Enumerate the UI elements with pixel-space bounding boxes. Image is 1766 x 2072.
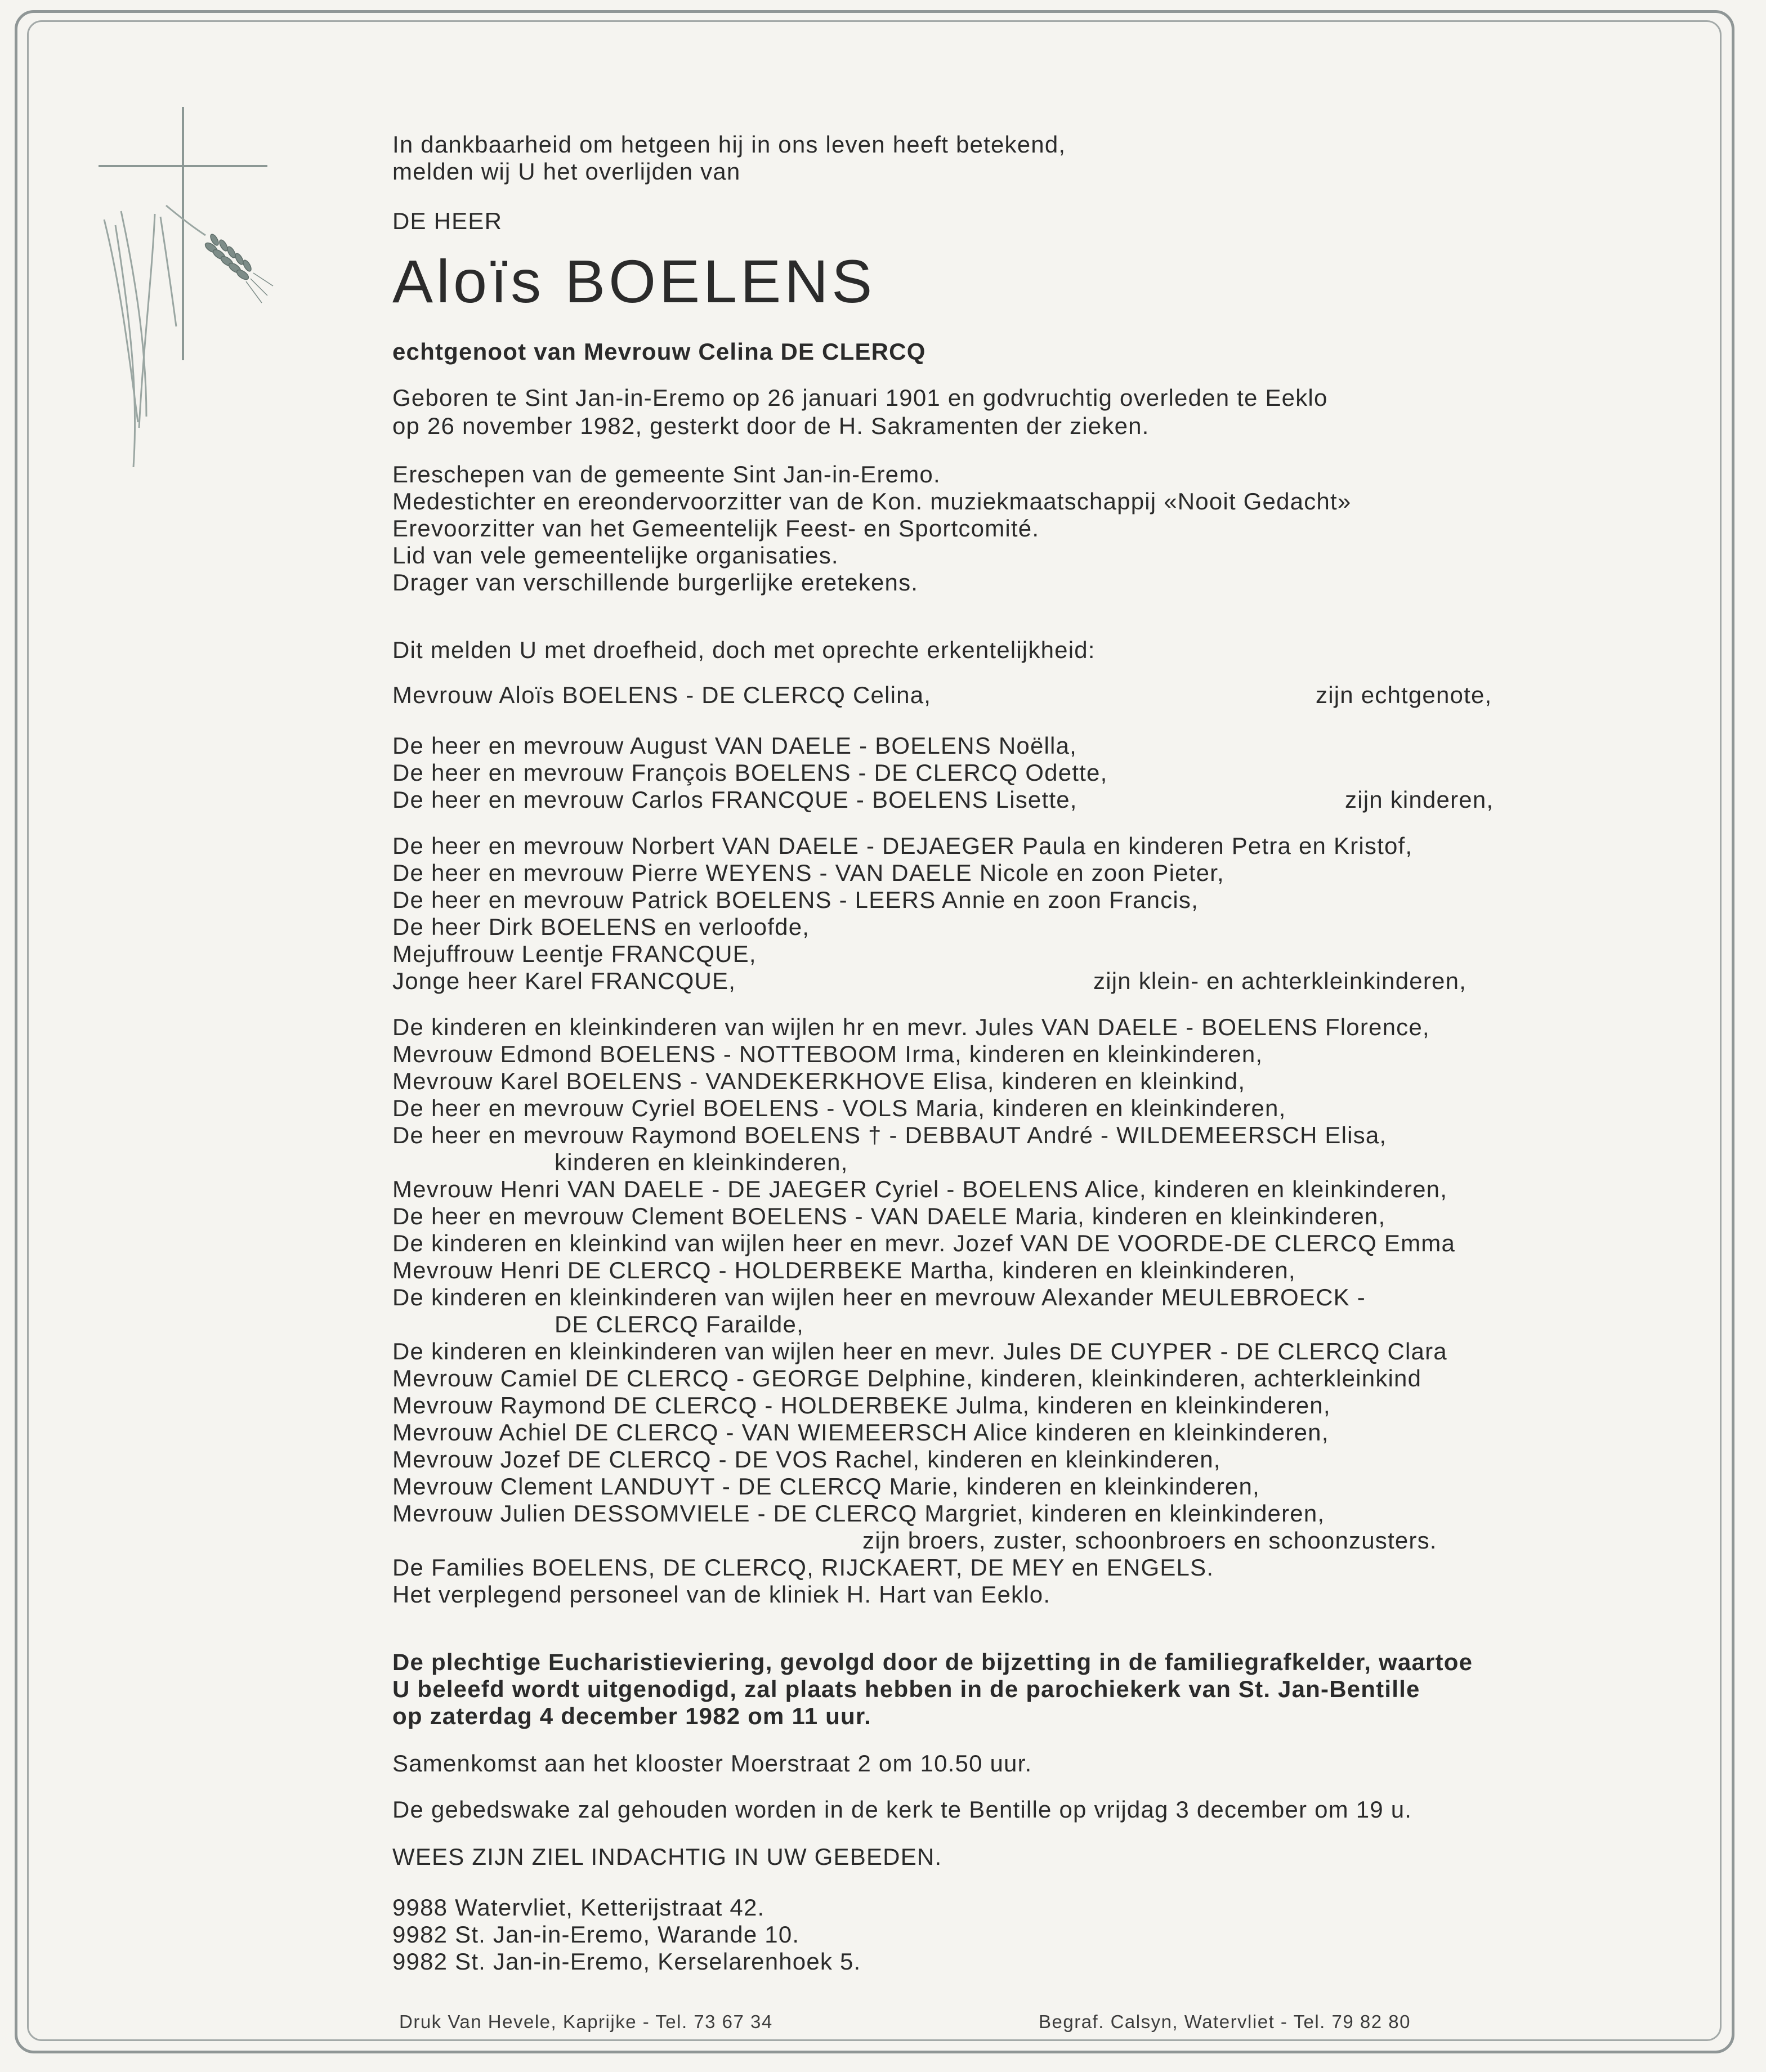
sibling-line: Mevrouw Clement LANDUYT - DE CLERCQ Marie, kinderen en kleinkinderen, [392, 1473, 1260, 1500]
birth-death-line: Geboren te Sint Jan-in-Eremo op 26 januari 1901 en godvruchtig overleden te Eeklo [392, 384, 1328, 411]
address-line: 9982 St. Jan-in-Eremo, Warande 10. [392, 1921, 800, 1948]
nursing-staff-line: Het verplegend personeel van de kliniek H. Hart van Eeklo. [392, 1581, 1051, 1608]
notice-content [392, 0, 1518, 2072]
sibling-line: De kinderen en kleinkind van wijlen heer en mevr. Jozef VAN DE VOORDE-DE CLERCQ Emma [392, 1230, 1456, 1256]
announce-line: Dit melden U met droefheid, doch met oprechte erkentelijkheid: [392, 637, 1096, 663]
grandchild-line: De heer en mevrouw Patrick BOELENS - LEERS Annie en zoon Francis, [392, 887, 1199, 913]
sibling-line: Mevrouw Jozef DE CLERCQ - DE VOS Rachel, kinderen en kleinkinderen, [392, 1446, 1221, 1473]
grandchild-line: De heer en mevrouw Pierre WEYENS - VAN DAELE Nicole en zoon Pieter, [392, 860, 1224, 886]
title-prefix: DE HEER [392, 208, 503, 234]
gathering-line: Samenkomst aan het klooster Moerstraat 2 om 10.50 uur. [392, 1750, 1032, 1776]
sibling-line: kinderen en kleinkinderen, [555, 1149, 848, 1175]
vigil-line: De gebedswake zal gehouden worden in de kerk te Bentille op vrijdag 3 december om 19 u. [392, 1796, 1412, 1823]
child-line: De heer en mevrouw August VAN DAELE - BOELENS Noëlla, [392, 732, 1078, 759]
sibling-line: Mevrouw Edmond BOELENS - NOTTEBOOM Irma, kinderen en kleinkinderen, [392, 1041, 1263, 1067]
grandchild-line: Jonge heer Karel FRANCQUE, [392, 968, 736, 994]
sibling-line: Mevrouw Henri DE CLERCQ - HOLDERBEKE Martha, kinderen en kleinkinderen, [392, 1257, 1296, 1283]
spouse-name: Mevrouw Aloïs BOELENS - DE CLERCQ Celina, [392, 682, 932, 708]
sibling-line: De kinderen en kleinkinderen van wijlen heer en mevr. Jules DE CUYPER - DE CLERCQ Clara [392, 1338, 1447, 1364]
cross-with-wheat-icon [99, 107, 279, 467]
ceremony-line: U beleefd wordt uitgenodigd, zal plaats hebben in de parochiekerk van St. Jan-Bentille [392, 1676, 1420, 1702]
intro-line: In dankbaarheid om hetgeen hij in ons leven heeft betekend, [392, 131, 1066, 158]
ceremony-line: De plechtige Eucharistieviering, gevolgd door de bijzetting in de familiegrafkelder, waartoe [392, 1649, 1473, 1675]
birth-death-line: op 26 november 1982, gesterkt door de H. Sakramenten der zieken. [392, 413, 1150, 439]
child-line: De heer en mevrouw Carlos FRANCQUE - BOELENS Lisette, [392, 786, 1078, 813]
ceremony-line: op zaterdag 4 december 1982 om 11 uur. [392, 1703, 871, 1729]
grandchild-line: Mejuffrouw Leentje FRANCQUE, [392, 941, 757, 967]
honor-line: Medestichter en ereondervoorzitter van de Kon. muziekmaatschappij «Nooit Gedacht» [392, 488, 1352, 514]
sibling-line: De kinderen en kleinkinderen van wijlen heer en mevrouw Alexander MEULEBROECK - [392, 1284, 1366, 1310]
sibling-line: De heer en mevrouw Clement BOELENS - VAN DAELE Maria, kinderen en kleinkinderen, [392, 1203, 1386, 1229]
sibling-line: De heer en mevrouw Cyriel BOELENS - VOLS Maria, kinderen en kleinkinderen, [392, 1095, 1286, 1121]
prayer-line: WEES ZIJN ZIEL INDACHTIG IN UW GEBEDEN. [392, 1843, 942, 1870]
honor-line: Drager van verschillende burgerlijke eretekens. [392, 569, 919, 596]
spouse-line: echtgenoot van Mevrouw Celina DE CLERCQ [392, 338, 926, 365]
sibling-line: DE CLERCQ Farailde, [555, 1311, 804, 1337]
sibling-line: Mevrouw Raymond DE CLERCQ - HOLDERBEKE Julma, kinderen en kleinkinderen, [392, 1392, 1331, 1418]
honor-line: Erevoorzitter van het Gemeentelijk Feest- en Sportcomité. [392, 515, 1040, 542]
children-relation: zijn kinderen, [1345, 786, 1494, 813]
printer-credit: Druk Van Hevele, Kaprijke - Tel. 73 67 34 [399, 2011, 773, 2032]
honor-line: Ereschepen van de gemeente Sint Jan-in-Eremo. [392, 461, 941, 487]
sibling-line: Mevrouw Karel BOELENS - VANDEKERKHOVE Elisa, kinderen en kleinkind, [392, 1068, 1246, 1094]
child-line: De heer en mevrouw François BOELENS - DE CLERCQ Odette, [392, 759, 1108, 786]
grandchildren-relation: zijn klein- en achterkleinkinderen, [1093, 968, 1467, 994]
undertaker-credit: Begraf. Calsyn, Watervliet - Tel. 79 82 80 [1039, 2011, 1411, 2032]
sibling-line: De kinderen en kleinkinderen van wijlen hr en mevr. Jules VAN DAELE - BOELENS Florence, [392, 1014, 1430, 1040]
sibling-line: Mevrouw Achiel DE CLERCQ - VAN WIEMEERSCH Alice kinderen en kleinkinderen, [392, 1419, 1329, 1446]
siblings-relation: zijn broers, zuster, schoonbroers en schoonzusters. [862, 1527, 1437, 1554]
spouse-relation: zijn echtgenote, [1316, 682, 1492, 708]
sibling-line: Mevrouw Camiel DE CLERCQ - GEORGE Delphine, kinderen, kleinkinderen, achterkleinkind [392, 1365, 1422, 1391]
address-line: 9982 St. Jan-in-Eremo, Kerselarenhoek 5. [392, 1948, 861, 1975]
honor-line: Lid van vele gemeentelijke organisaties. [392, 542, 839, 569]
sibling-line: De heer en mevrouw Raymond BOELENS † - DEBBAUT André - WILDEMEERSCH Elisa, [392, 1122, 1387, 1148]
sibling-line: Mevrouw Henri VAN DAELE - DE JAEGER Cyriel - BOELENS Alice, kinderen en kleinkinderen, [392, 1176, 1448, 1202]
grandchild-line: De heer en mevrouw Norbert VAN DAELE - DEJAEGER Paula en kinderen Petra en Kristof, [392, 833, 1413, 859]
deceased-name: Aloïs BOELENS [392, 247, 876, 315]
sibling-line: Mevrouw Julien DESSOMVIELE - DE CLERCQ Margriet, kinderen en kleinkinderen, [392, 1500, 1325, 1527]
address-line: 9988 Watervliet, Ketterijstraat 42. [392, 1894, 765, 1921]
grandchild-line: De heer Dirk BOELENS en verloofde, [392, 914, 810, 940]
intro-line: melden wij U het overlijden van [392, 158, 741, 185]
families-line: De Families BOELENS, DE CLERCQ, RIJCKAERT, DE MEY en ENGELS. [392, 1554, 1214, 1581]
